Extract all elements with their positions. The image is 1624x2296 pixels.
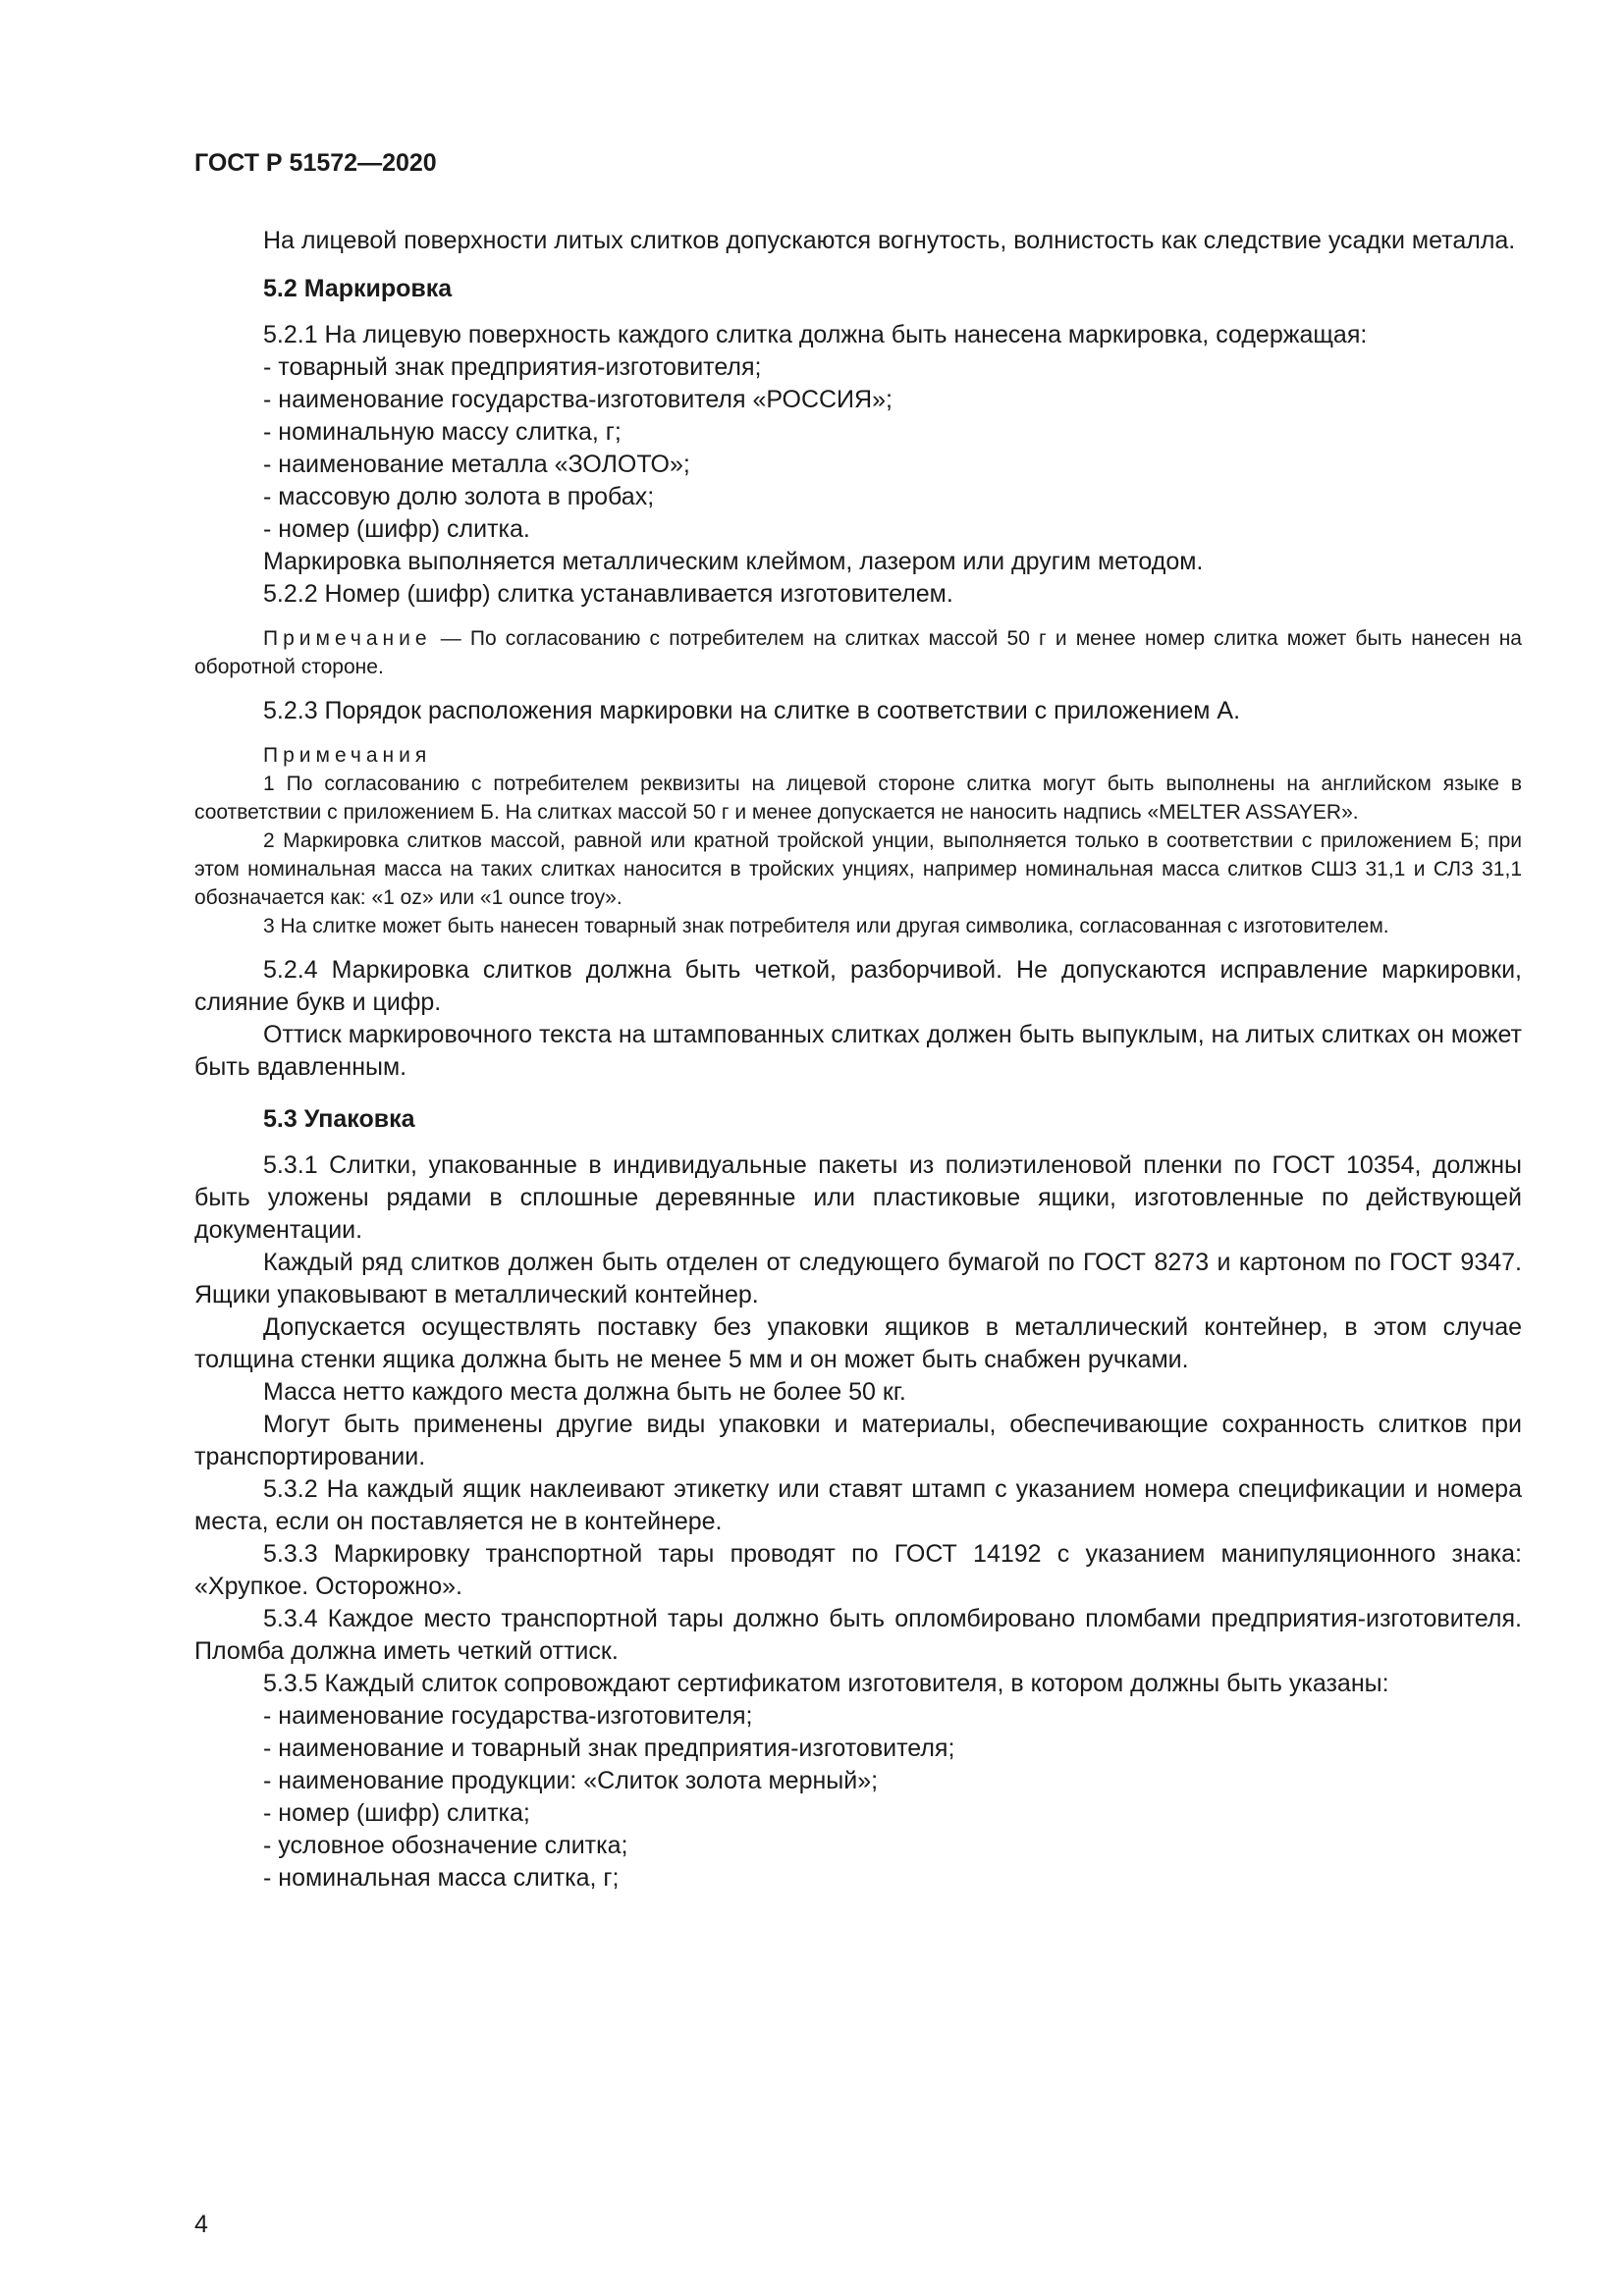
paragraph-5-3-1-mass: Масса нетто каждого места должна быть не более 50 кг.: [263, 1378, 906, 1406]
paragraph-5-2-3: 5.2.3 Порядок расположения маркировки на слитке в соответствии с приложением А.: [263, 697, 1241, 724]
paragraph-5-2-1: 5.2.1 На лицевую поверхность каждого слитка должна быть нанесена маркировка, содержащая:: [263, 321, 1368, 348]
paragraph-5-3-2: 5.3.2 На каждый ящик наклеивают этикетку или ставят штамп с указанием номера спецификации и номера места, если он поставляется не в контейнере.: [194, 1475, 1522, 1535]
note-label: Примечание: [263, 627, 432, 650]
paragraph-5-3-1-delivery: Допускается осуществлять поставку без упаковки ящиков в металлический контейнер, в этом случае толщина стенки ящика должна быть не менее 5 мм и он может быть снабжен ручками.: [194, 1313, 1522, 1373]
note-item: 2 Маркировка слитков массой, равной или кратной тройской унции, выполняется только в соответствии с приложением Б; при этом номинальная масса на таких слитках наносится в тройских унциях, например номинальная масса слитков СШЗ 31,1 и СЛЗ 31,1 обозначается как: «1 oz» или «1 ounce troy».: [194, 829, 1522, 909]
list-item: - номинальную массу слитка, г;: [263, 418, 622, 446]
marking-method-paragraph: Маркировка выполняется металлическим клеймом, лазером или другим методом.: [263, 548, 1204, 575]
note-item: 3 На слитке может быть нанесен товарный знак потребителя или другая символика, согласованная с изготовителем.: [263, 915, 1389, 937]
page-number: 4: [194, 2211, 208, 2238]
intro-paragraph: На лицевой поверхности литых слитков допускаются вогнутость, волнистость как следствие усадки металла.: [263, 227, 1516, 254]
list-item: - наименование и товарный знак предприятия-изготовителя;: [263, 1735, 955, 1762]
list-item: - наименование государства-изготовителя;: [263, 1702, 753, 1730]
list-item: - наименование государства-изготовителя «РОССИЯ»;: [263, 386, 893, 413]
notes-5-2-3: [194, 741, 1522, 940]
paragraph-5-3-1-rows: Каждый ряд слитков должен быть отделен от следующего бумагой по ГОСТ 8273 и картоном по ГОСТ 9347. Ящики упаковывают в металлический контейнер.: [194, 1249, 1522, 1308]
paragraph-5-3-3: 5.3.3 Маркировку транспортной тары проводят по ГОСТ 14192 с указанием манипуляционного знака: «Хрупкое. Осторожно».: [194, 1540, 1522, 1600]
list-item: - товарный знак предприятия-изготовителя;: [263, 353, 762, 381]
document-header: ГОСТ Р 51572—2020: [194, 149, 437, 177]
list-item: - наименование продукции: «Слиток золота мерный»;: [263, 1767, 879, 1794]
paragraph-5-3-4: 5.3.4 Каждое место транспортной тары должно быть опломбировано пломбами предприятия-изготовителя. Пломба должна иметь четкий оттиск.: [194, 1605, 1522, 1665]
note-item: 1 По согласованию с потребителем реквизиты на лицевой стороне слитка могут быть выполнены на английском языке в соответствии с приложением Б. На слитках массой 50 г и менее допускается не наносить надпись «MELTER ASSAYER».: [194, 773, 1522, 824]
section-5-2-heading: 5.2 Маркировка: [263, 275, 453, 302]
paragraph-5-3-1-other: Могут быть применены другие виды упаковки и материалы, обеспечивающие сохранность слитков при транспортировании.: [194, 1411, 1522, 1470]
list-item: - условное обозначение слитка;: [263, 1832, 628, 1859]
paragraph-5-2-4-imprint: Оттиск маркировочного текста на штампованных слитках должен быть выпуклым, на литых слитках он может быть вдавленным.: [194, 1021, 1522, 1081]
section-5-3-heading: 5.3 Упаковка: [263, 1105, 415, 1133]
note-5-2-2: [194, 624, 1522, 681]
paragraph-5-3-5: 5.3.5 Каждый слиток сопровождают сертификатом изготовителя, в котором должны быть указаны:: [263, 1670, 1389, 1697]
paragraph-5-3-1: 5.3.1 Слитки, упакованные в индивидуальные пакеты из полиэтиленовой пленки по ГОСТ 10354, должны быть уложены рядами в сплошные деревянные или пластиковые ящики, изготовленные по действующей документации.: [194, 1151, 1522, 1244]
list-item: - массовую долю золота в пробах;: [263, 483, 655, 510]
list-item: - номинальная масса слитка, г;: [263, 1864, 620, 1892]
list-item: - наименование металла «ЗОЛОТО»;: [263, 451, 690, 478]
list-item: - номер (шифр) слитка;: [263, 1799, 530, 1827]
paragraph-5-2-4: 5.2.4 Маркировка слитков должна быть четкой, разборчивой. Не допускаются исправление маркировки, слияние букв и цифр.: [194, 956, 1522, 1016]
notes-label: Примечания: [263, 744, 432, 767]
list-item: - номер (шифр) слитка.: [263, 515, 530, 543]
paragraph-5-2-2: 5.2.2 Номер (шифр) слитка устанавливается изготовителем.: [263, 580, 953, 608]
note-text: — По согласованию с потребителем на слитках массой 50 г и менее номер слитка может быть нанесен на оборотной стороне.: [194, 627, 1522, 678]
